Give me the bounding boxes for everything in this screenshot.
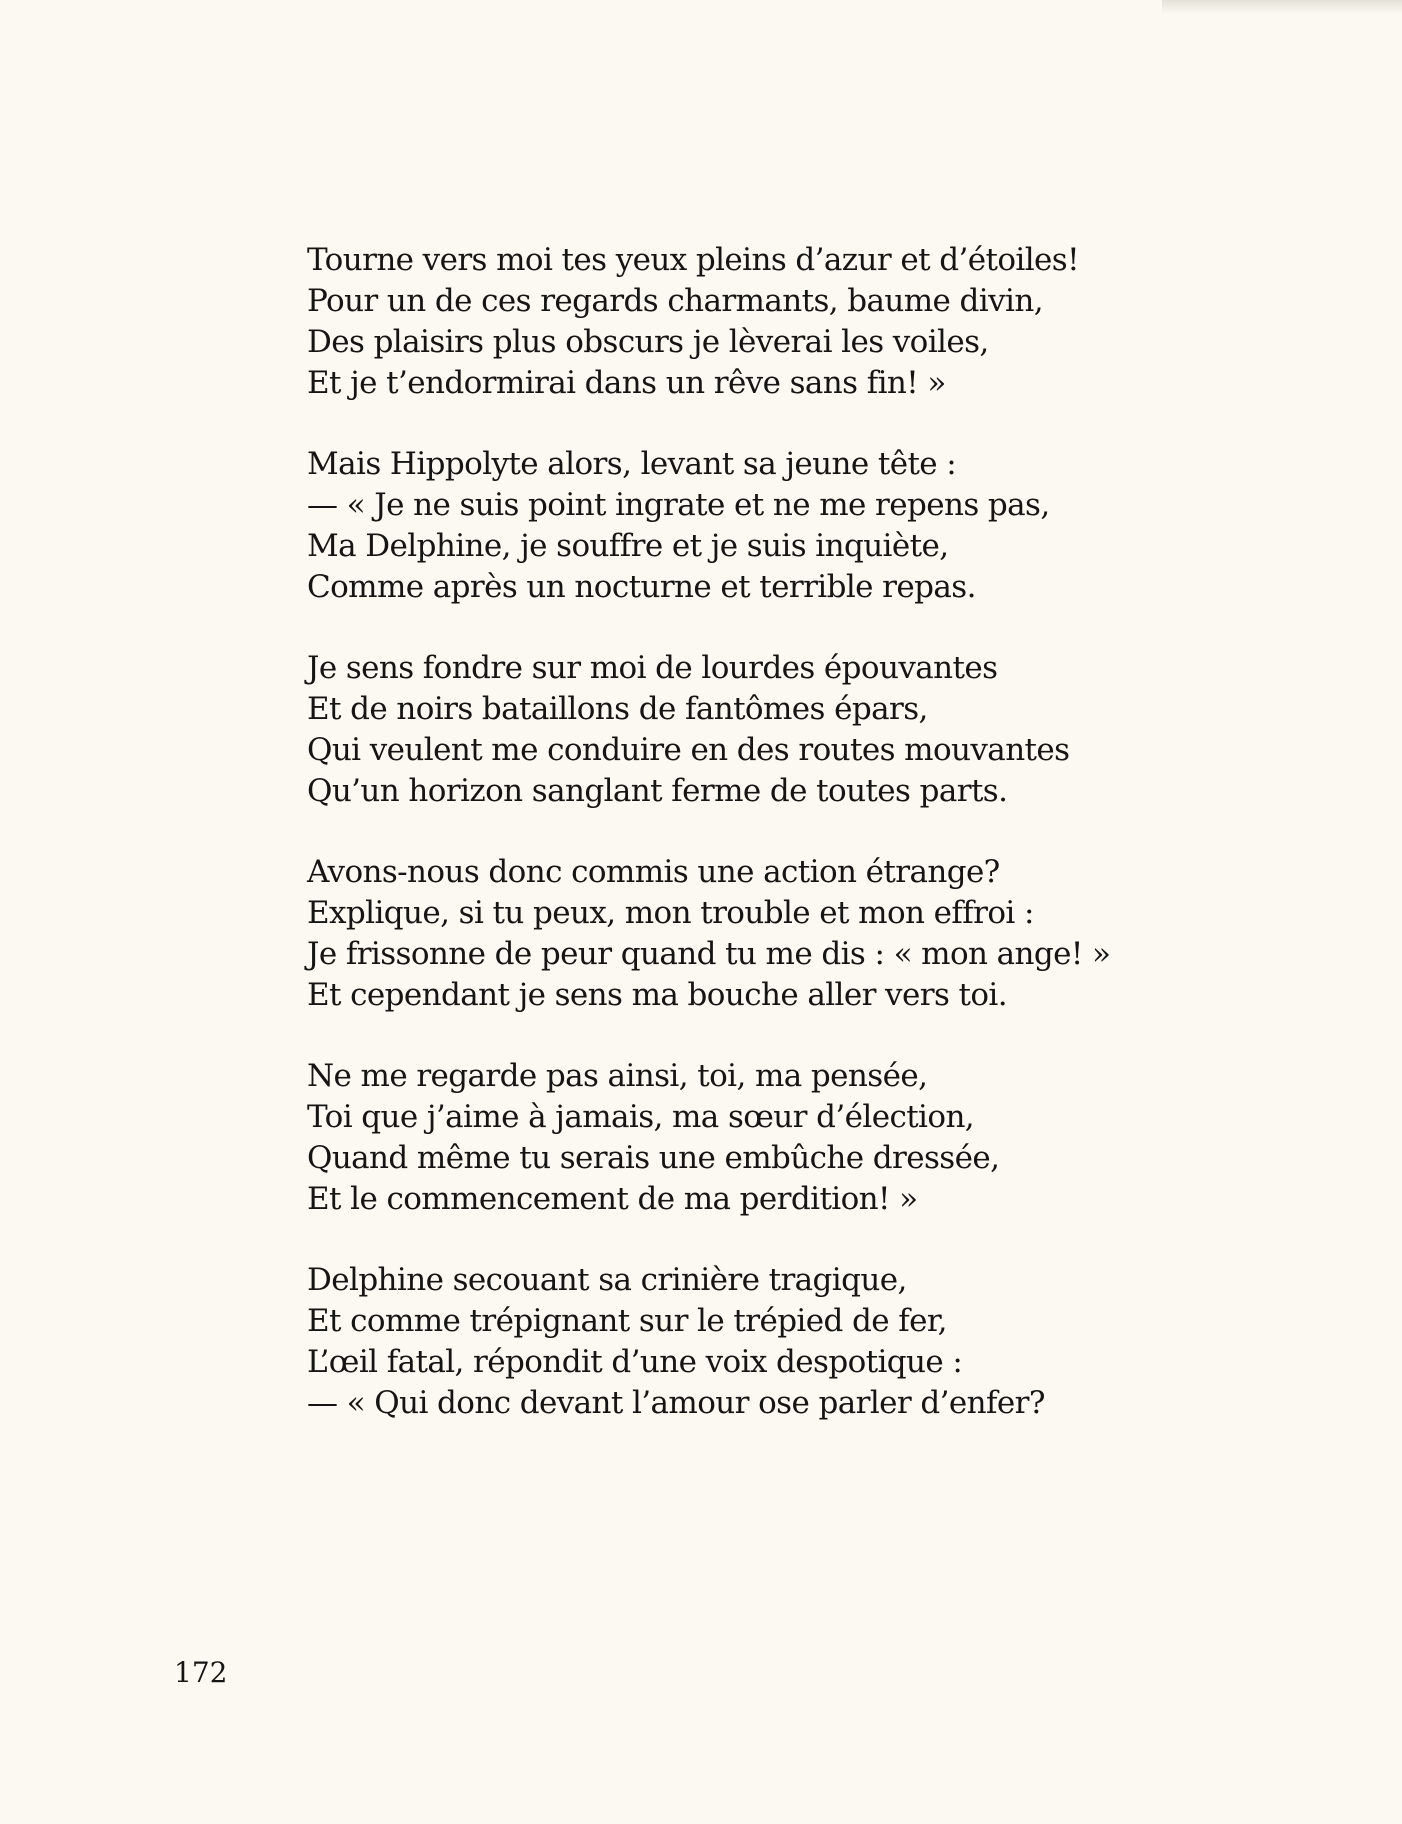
verse-line: Je frissonne de peur quand tu me dis : « mon ange! » [307, 936, 1111, 972]
verse-line: Qu’un horizon sanglant ferme de toutes parts. [307, 773, 1008, 809]
page-edge-shadow [1162, 0, 1402, 14]
verse-line: Et cependant je sens ma bouche aller vers toi. [307, 977, 1007, 1013]
verse-line: Explique, si tu peux, mon trouble et mon effroi : [307, 895, 1034, 931]
stanza [307, 1260, 1307, 1424]
verse-line: Et je t’endormirai dans un rêve sans fin! » [307, 365, 946, 401]
verse-line: Et de noirs bataillons de fantômes épars, [307, 691, 928, 727]
verse-line: Ma Delphine, je souffre et je suis inquiète, [307, 528, 949, 564]
page-number: 172 [174, 1656, 228, 1689]
verse-line: Qui veulent me conduire en des routes mouvantes [307, 732, 1070, 768]
stanza [307, 240, 1307, 404]
verse-line: — « Qui donc devant l’amour ose parler d’enfer? [307, 1385, 1045, 1421]
verse-line: Des plaisirs plus obscurs je lèverai les voiles, [307, 324, 989, 360]
stanza [307, 1056, 1307, 1220]
verse-line: L’œil fatal, répondit d’une voix despotique : [307, 1344, 963, 1380]
verse-line: Mais Hippolyte alors, levant sa jeune tête : [307, 446, 957, 482]
verse-line: Toi que j’aime à jamais, ma sœur d’élection, [307, 1099, 975, 1135]
verse-line: Ne me regarde pas ainsi, toi, ma pensée, [307, 1058, 928, 1094]
verse-line: Pour un de ces regards charmants, baume divin, [307, 283, 1043, 319]
stanza [307, 444, 1307, 608]
verse-line: Et comme trépignant sur le trépied de fer, [307, 1303, 947, 1339]
verse-line: Delphine secouant sa crinière tragique, [307, 1262, 907, 1298]
verse-line: — « Je ne suis point ingrate et ne me repens pas, [307, 487, 1050, 523]
stanza [307, 648, 1307, 812]
verse-line: Quand même tu serais une embûche dressée, [307, 1140, 1000, 1176]
stanza [307, 852, 1307, 1016]
verse-line: Et le commencement de ma perdition! » [307, 1181, 918, 1217]
verse-line: Je sens fondre sur moi de lourdes épouvantes [307, 650, 998, 686]
verse-line: Comme après un nocturne et terrible repas. [307, 569, 976, 605]
verse-line: Tourne vers moi tes yeux pleins d’azur et d’étoiles! [307, 242, 1079, 278]
poem-body [307, 240, 1307, 1464]
verse-line: Avons-nous donc commis une action étrange? [307, 854, 1000, 890]
